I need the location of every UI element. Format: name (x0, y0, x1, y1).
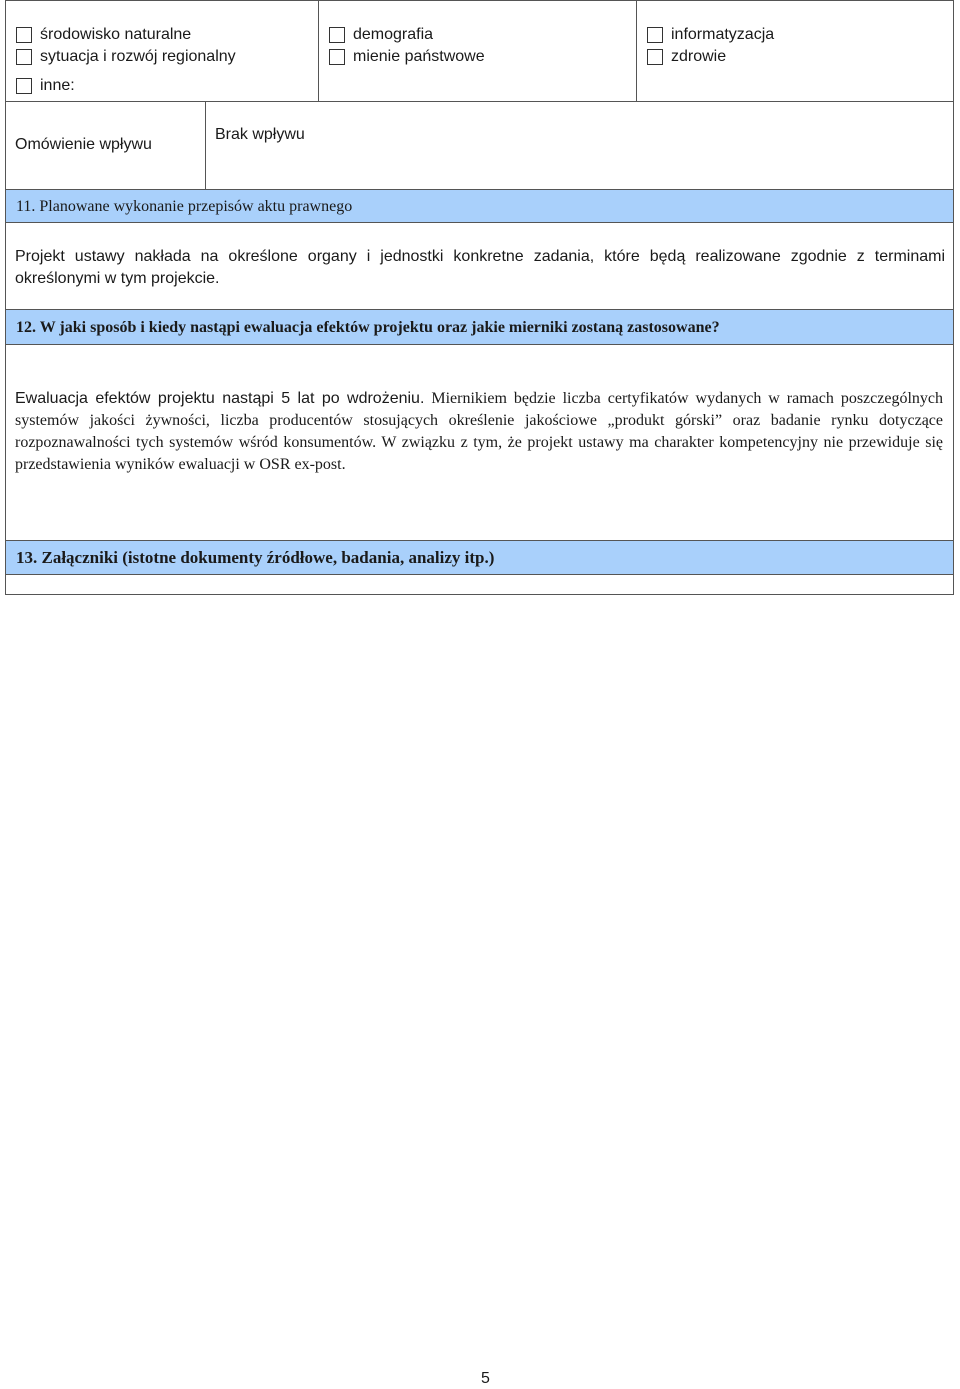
checkbox-informatization[interactable] (647, 27, 663, 43)
section-12-band (6, 309, 953, 345)
section-12-body (15, 388, 943, 476)
checkbox-label-health: zdrowie (671, 48, 727, 65)
impact-discussion-value: Brak wpływu (215, 126, 305, 143)
checkbox-row-health[interactable] (647, 47, 726, 67)
impact-discussion-label: Omówienie wpływu (15, 136, 152, 153)
checkbox-label-demography: demografia (353, 26, 434, 43)
section-12-body-part1: Ewaluacja efektów projektu nastąpi 5 lat po wdrożeniu. (15, 390, 425, 407)
section-11-heading: 11. Planowane wykonanie przepisów aktu prawnego (16, 198, 353, 215)
section-12-heading: 12. W jaki sposób i kiedy nastąpi ewaluacja efektów projektu oraz jakie mierniki zostaną zastosowane? (16, 319, 720, 336)
regulatory-impact-form (5, 0, 954, 595)
checkbox-row-state-property[interactable] (329, 47, 485, 67)
section-12-body-part2: Miernikiem będzie liczba certyfikatów wydanych w ramach poszczególnych systemów jakości żywności, liczba producentów stosujących określenie jakościowe „produkt górski” oraz badanie rynku dotyczące rozpoznawalności tych systemów wśród konsumentów. W związku z tym, że projekt ustawy ma charakter kompetencyjny nie przewiduje się przedstawienia wyników ewaluacji w OSR ex-post. (15, 390, 944, 473)
checkbox-environment[interactable] (16, 27, 32, 43)
checkbox-state-property[interactable] (329, 49, 345, 65)
section-11-band (6, 189, 953, 223)
checkbox-label-state-property: mienie państwowe (353, 48, 485, 65)
checkbox-row-informatization[interactable] (647, 25, 774, 45)
checkbox-other[interactable] (16, 78, 32, 94)
section-11-body: Projekt ustawy nakłada na określone organy i jednostki konkretne zadania, które będą realizowane zgodnie z terminami określonymi w tym projekcie. (15, 248, 945, 287)
checkbox-row-other[interactable] (16, 76, 75, 96)
checkbox-row-regional[interactable] (16, 47, 236, 67)
page-number: 5 (481, 1370, 490, 1387)
checkbox-health[interactable] (647, 49, 663, 65)
checkbox-row-demography[interactable] (329, 25, 433, 45)
checkbox-label-regional: sytuacja i rozwój regionalny (40, 48, 236, 65)
checkbox-label-environment: środowisko naturalne (40, 26, 192, 43)
checkbox-label-other: inne: (40, 77, 75, 94)
section-13-band (6, 540, 953, 575)
checkbox-demography[interactable] (329, 27, 345, 43)
checkbox-row-environment[interactable] (16, 25, 191, 45)
checkbox-label-informatization: informatyzacja (671, 26, 775, 43)
checkbox-regional[interactable] (16, 49, 32, 65)
section-13-heading: 13. Załączniki (istotne dokumenty źródłowe, badania, analizy itp.) (16, 548, 495, 567)
